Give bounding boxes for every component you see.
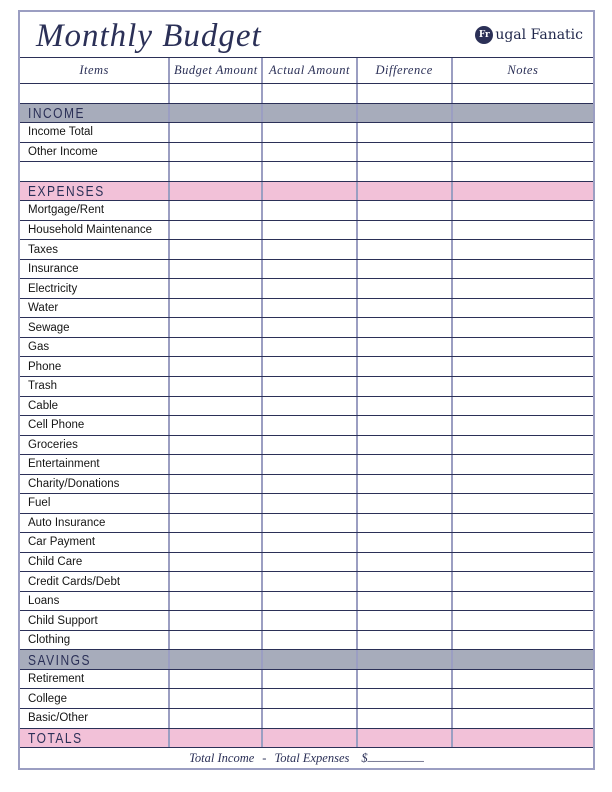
row-label: Gas <box>28 341 50 354</box>
table-row <box>20 630 593 650</box>
item-label-cell <box>20 592 170 611</box>
item-label-cell <box>20 201 170 220</box>
notes-cell <box>453 357 593 376</box>
table-row <box>20 610 593 630</box>
actual-amount-cell <box>263 299 357 318</box>
table-row <box>20 376 593 396</box>
table-row <box>20 513 593 533</box>
item-label-cell <box>20 729 170 748</box>
difference-cell <box>358 182 453 201</box>
actual-amount-cell <box>263 338 357 357</box>
minus-sign: - <box>262 750 267 765</box>
actual-amount-cell <box>263 162 357 181</box>
item-label-cell <box>20 670 170 689</box>
table-row <box>20 649 593 669</box>
row-label: Child Support <box>28 614 98 627</box>
actual-amount-cell <box>263 689 357 708</box>
row-label: Sewage <box>28 321 70 334</box>
table-row <box>20 337 593 357</box>
row-label: TOTALS <box>28 729 83 747</box>
column-header-row <box>20 58 593 83</box>
column-header-label: Budget Amount <box>173 63 258 77</box>
notes-cell <box>453 709 593 728</box>
actual-amount-cell <box>263 260 357 279</box>
difference-cell <box>358 611 453 630</box>
item-label-cell <box>20 182 170 201</box>
actual-amount-cell <box>263 572 357 591</box>
item-label-cell <box>20 84 170 103</box>
difference-cell <box>358 650 453 669</box>
notes-cell <box>453 318 593 337</box>
notes-cell <box>453 201 593 220</box>
row-label: Electricity <box>28 282 78 295</box>
item-label-cell <box>20 377 170 396</box>
table-row <box>20 532 593 552</box>
row-label: SAVINGS <box>28 650 91 669</box>
actual-amount-cell <box>263 553 357 572</box>
item-label-cell <box>20 533 170 552</box>
difference-cell <box>358 592 453 611</box>
table-row <box>20 396 593 416</box>
actual-amount-cell <box>263 123 357 142</box>
table-row <box>20 317 593 337</box>
actual-amount-cell <box>263 475 357 494</box>
actual-amount-cell <box>263 729 357 748</box>
notes-cell <box>453 533 593 552</box>
notes-cell <box>453 104 593 123</box>
column-header-cell <box>20 58 170 83</box>
page-title: Monthly Budget <box>36 18 262 54</box>
actual-amount-cell <box>263 318 357 337</box>
difference-cell <box>358 670 453 689</box>
row-label: Credit Cards/Debt <box>28 575 121 588</box>
table-row <box>20 181 593 201</box>
difference-cell <box>358 221 453 240</box>
budget-amount-cell <box>170 318 263 337</box>
column-header-cell <box>263 58 357 83</box>
notes-cell <box>453 494 593 513</box>
budget-amount-cell <box>170 572 263 591</box>
budget-amount-cell <box>170 240 263 259</box>
item-label-cell <box>20 572 170 591</box>
table-row <box>20 161 593 181</box>
notes-cell <box>453 475 593 494</box>
column-header-cell <box>170 58 263 83</box>
row-label: Other Income <box>28 145 98 158</box>
difference-cell <box>358 533 453 552</box>
notes-cell <box>453 397 593 416</box>
row-label: INCOME <box>28 104 85 122</box>
title-bar <box>20 12 593 58</box>
item-label-cell <box>20 221 170 240</box>
item-label-cell <box>20 104 170 123</box>
budget-amount-cell <box>170 514 263 533</box>
notes-cell <box>453 123 593 142</box>
budget-amount-cell <box>170 650 263 669</box>
item-label-cell <box>20 162 170 181</box>
table-row <box>20 591 593 611</box>
notes-cell <box>453 338 593 357</box>
table-row <box>20 493 593 513</box>
item-label-cell <box>20 436 170 455</box>
budget-amount-cell <box>170 436 263 455</box>
item-label-cell <box>20 689 170 708</box>
actual-amount-cell <box>263 416 357 435</box>
difference-cell <box>358 553 453 572</box>
difference-cell <box>358 260 453 279</box>
budget-amount-cell <box>170 631 263 650</box>
item-label-cell <box>20 397 170 416</box>
budget-amount-cell <box>170 143 263 162</box>
budget-amount-cell <box>170 299 263 318</box>
table-row <box>20 220 593 240</box>
item-label-cell <box>20 123 170 142</box>
row-label: Phone <box>28 360 62 373</box>
notes-cell <box>453 182 593 201</box>
totals-formula-row <box>20 747 593 768</box>
actual-amount-cell <box>263 104 357 123</box>
notes-cell <box>453 455 593 474</box>
difference-cell <box>358 572 453 591</box>
budget-amount-cell <box>170 123 263 142</box>
item-label-cell <box>20 299 170 318</box>
row-label: Loans <box>28 595 60 608</box>
row-label: Taxes <box>28 243 59 256</box>
item-label-cell <box>20 455 170 474</box>
budget-amount-cell <box>170 377 263 396</box>
table-row <box>20 83 593 103</box>
row-label: Auto Insurance <box>28 516 106 529</box>
actual-amount-cell <box>263 514 357 533</box>
row-label: Charity/Donations <box>28 477 120 490</box>
currency-symbol: $ <box>361 750 368 765</box>
budget-amount-cell <box>170 201 263 220</box>
budget-sheet <box>18 10 595 770</box>
actual-amount-cell <box>263 709 357 728</box>
budget-amount-cell <box>170 221 263 240</box>
difference-cell <box>358 689 453 708</box>
item-label-cell <box>20 553 170 572</box>
row-label: Clothing <box>28 634 71 647</box>
difference-cell <box>358 729 453 748</box>
table-row <box>20 728 593 748</box>
difference-cell <box>358 104 453 123</box>
notes-cell <box>453 729 593 748</box>
notes-cell <box>453 162 593 181</box>
notes-cell <box>453 416 593 435</box>
actual-amount-cell <box>263 240 357 259</box>
row-label: Basic/Other <box>28 712 89 725</box>
notes-cell <box>453 670 593 689</box>
notes-cell <box>453 240 593 259</box>
difference-cell <box>358 318 453 337</box>
row-label: Entertainment <box>28 458 100 471</box>
column-header-cell <box>453 58 593 83</box>
item-label-cell <box>20 709 170 728</box>
budget-amount-cell <box>170 397 263 416</box>
brand-circle-icon: Fr <box>475 26 493 44</box>
item-label-cell <box>20 357 170 376</box>
budget-amount-cell <box>170 611 263 630</box>
table-row <box>20 298 593 318</box>
item-label-cell <box>20 338 170 357</box>
column-header-cell <box>358 58 453 83</box>
budget-amount-cell <box>170 709 263 728</box>
difference-cell <box>358 240 453 259</box>
row-label: Cable <box>28 399 59 412</box>
actual-amount-cell <box>263 611 357 630</box>
table-row <box>20 688 593 708</box>
column-header-label: Notes <box>507 63 539 77</box>
table-row <box>20 669 593 689</box>
row-label: Fuel <box>28 497 51 510</box>
budget-amount-cell <box>170 475 263 494</box>
notes-cell <box>453 221 593 240</box>
table-row <box>20 200 593 220</box>
table-row <box>20 415 593 435</box>
item-label-cell <box>20 240 170 259</box>
item-label-cell <box>20 650 170 669</box>
row-label: Insurance <box>28 263 79 276</box>
row-label: Cell Phone <box>28 419 85 432</box>
difference-cell <box>358 416 453 435</box>
total-income-label: Total Income <box>189 750 255 765</box>
item-label-cell <box>20 260 170 279</box>
column-header-label: Items <box>79 63 109 77</box>
table-row <box>20 435 593 455</box>
row-label: Groceries <box>28 438 78 451</box>
budget-amount-cell <box>170 182 263 201</box>
row-label: Mortgage/Rent <box>28 204 105 217</box>
budget-amount-cell <box>170 416 263 435</box>
row-label: Trash <box>28 380 57 393</box>
budget-amount-cell <box>170 553 263 572</box>
difference-cell <box>358 338 453 357</box>
actual-amount-cell <box>263 631 357 650</box>
notes-cell <box>453 84 593 103</box>
notes-cell <box>453 689 593 708</box>
actual-amount-cell <box>263 533 357 552</box>
fill-in-blank: _________ <box>367 748 424 763</box>
difference-cell <box>358 162 453 181</box>
column-header-label: Actual Amount <box>269 63 350 77</box>
difference-cell <box>358 436 453 455</box>
table-row <box>20 122 593 142</box>
table-row <box>20 278 593 298</box>
difference-cell <box>358 494 453 513</box>
difference-cell <box>358 514 453 533</box>
notes-cell <box>453 553 593 572</box>
difference-cell <box>358 397 453 416</box>
table-row <box>20 142 593 162</box>
table-row <box>20 259 593 279</box>
actual-amount-cell <box>263 397 357 416</box>
table-row <box>20 356 593 376</box>
table-row <box>20 708 593 728</box>
difference-cell <box>358 84 453 103</box>
budget-amount-cell <box>170 104 263 123</box>
actual-amount-cell <box>263 143 357 162</box>
row-label: Household Maintenance <box>28 223 153 236</box>
notes-cell <box>453 572 593 591</box>
row-label: Income Total <box>28 126 93 139</box>
difference-cell <box>358 455 453 474</box>
notes-cell <box>453 377 593 396</box>
item-label-cell <box>20 494 170 513</box>
difference-cell <box>358 123 453 142</box>
brand-logo <box>475 26 583 44</box>
total-expenses-label: Total Expenses <box>274 750 350 765</box>
actual-amount-cell <box>263 494 357 513</box>
difference-cell <box>358 377 453 396</box>
budget-amount-cell <box>170 494 263 513</box>
budget-amount-cell <box>170 84 263 103</box>
difference-cell <box>358 631 453 650</box>
difference-cell <box>358 201 453 220</box>
table-row <box>20 239 593 259</box>
notes-cell <box>453 260 593 279</box>
actual-amount-cell <box>263 84 357 103</box>
table-row <box>20 571 593 591</box>
row-label: EXPENSES <box>28 182 105 200</box>
actual-amount-cell <box>263 592 357 611</box>
row-label: Child Care <box>28 556 83 569</box>
actual-amount-cell <box>263 221 357 240</box>
difference-cell <box>358 143 453 162</box>
actual-amount-cell <box>263 455 357 474</box>
notes-cell <box>453 650 593 669</box>
item-label-cell <box>20 279 170 298</box>
difference-cell <box>358 357 453 376</box>
budget-amount-cell <box>170 533 263 552</box>
column-header-label: Difference <box>375 63 433 77</box>
item-label-cell <box>20 514 170 533</box>
budget-amount-cell <box>170 729 263 748</box>
item-label-cell <box>20 475 170 494</box>
notes-cell <box>453 299 593 318</box>
budget-amount-cell <box>170 338 263 357</box>
difference-cell <box>358 299 453 318</box>
budget-amount-cell <box>170 455 263 474</box>
item-label-cell <box>20 416 170 435</box>
notes-cell <box>453 611 593 630</box>
actual-amount-cell <box>263 279 357 298</box>
budget-amount-cell <box>170 357 263 376</box>
notes-cell <box>453 279 593 298</box>
row-label: College <box>28 692 67 705</box>
notes-cell <box>453 514 593 533</box>
brand-text: ugal Fanatic <box>495 26 583 43</box>
budget-amount-cell <box>170 260 263 279</box>
budget-amount-cell <box>170 162 263 181</box>
item-label-cell <box>20 611 170 630</box>
table-row <box>20 552 593 572</box>
actual-amount-cell <box>263 670 357 689</box>
item-label-cell <box>20 318 170 337</box>
difference-cell <box>358 709 453 728</box>
notes-cell <box>453 592 593 611</box>
notes-cell <box>453 631 593 650</box>
actual-amount-cell <box>263 436 357 455</box>
row-label: Retirement <box>28 673 85 686</box>
table-row <box>20 474 593 494</box>
difference-cell <box>358 279 453 298</box>
item-label-cell <box>20 631 170 650</box>
notes-cell <box>453 143 593 162</box>
notes-cell <box>453 436 593 455</box>
row-label: Water <box>28 302 59 315</box>
table-row <box>20 454 593 474</box>
table-row <box>20 103 593 123</box>
budget-amount-cell <box>170 689 263 708</box>
budget-amount-cell <box>170 279 263 298</box>
actual-amount-cell <box>263 650 357 669</box>
actual-amount-cell <box>263 182 357 201</box>
actual-amount-cell <box>263 357 357 376</box>
item-label-cell <box>20 143 170 162</box>
table-body <box>20 83 593 747</box>
row-label: Car Payment <box>28 536 96 549</box>
budget-amount-cell <box>170 670 263 689</box>
actual-amount-cell <box>263 201 357 220</box>
budget-amount-cell <box>170 592 263 611</box>
actual-amount-cell <box>263 377 357 396</box>
difference-cell <box>358 475 453 494</box>
